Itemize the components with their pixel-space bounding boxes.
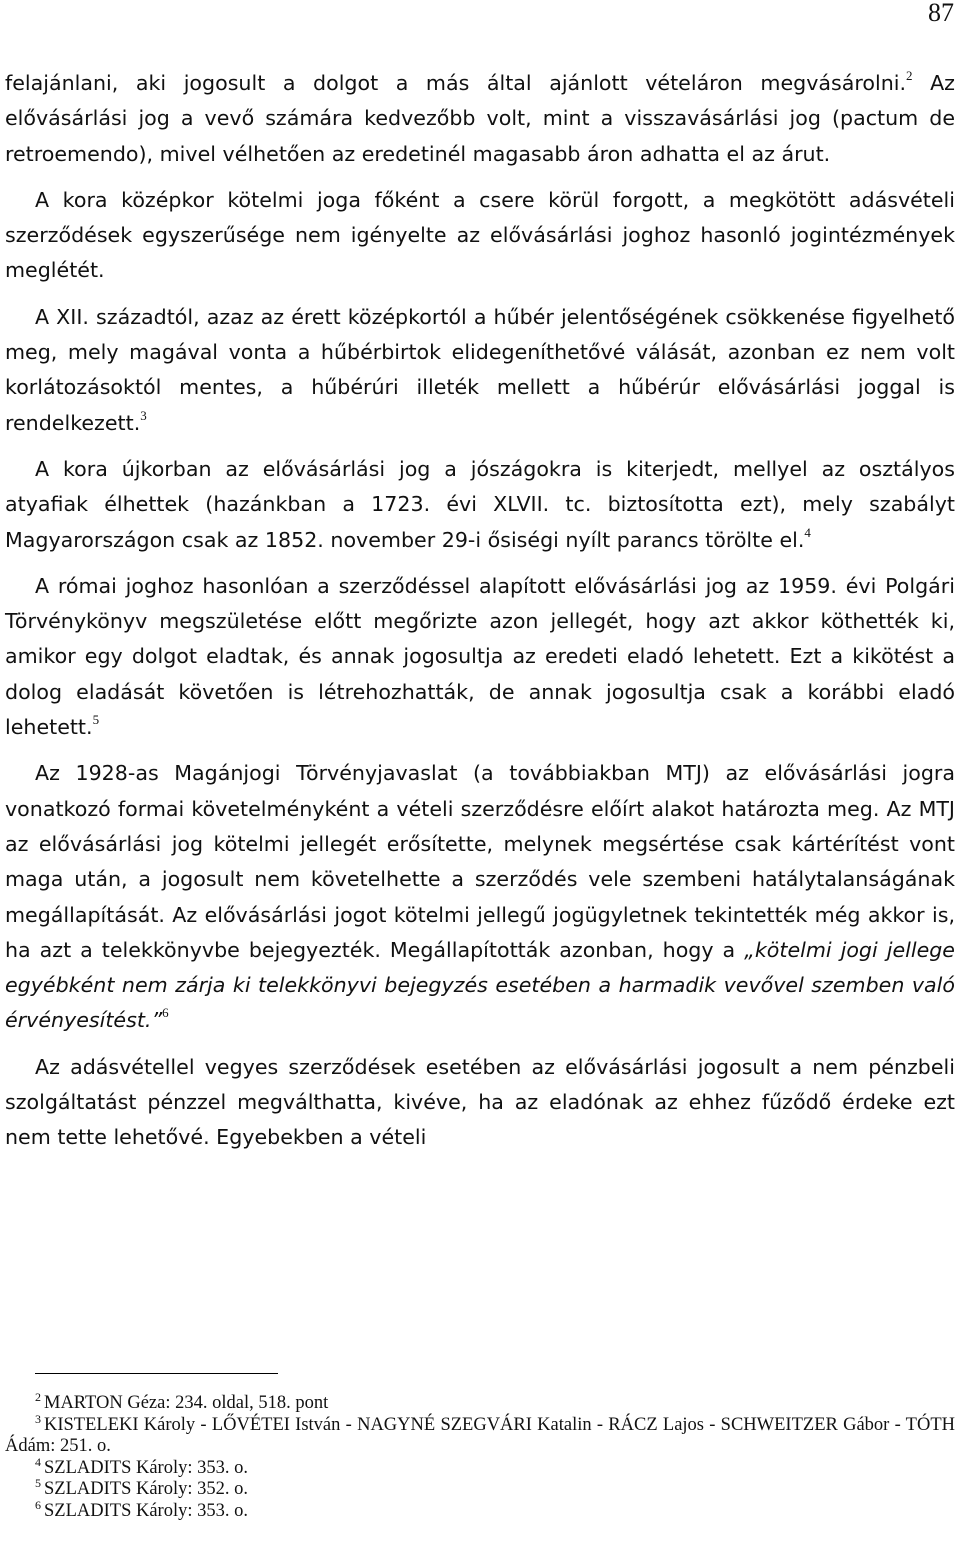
footnote-4: [5, 1454, 955, 1480]
paragraph-4: [5, 452, 955, 558]
paragraph-text: A kora középkor kötelmi joga főként a csere körül forgott, a megkötött adásvételi szerződések egyszerűsége nem igényelte az elővásárlási joghoz hasonló jogintézmények meglétét.: [5, 187, 955, 283]
footnote-6: [5, 1497, 955, 1523]
footnotes: [5, 1390, 955, 1522]
footnote-ref-3[interactable]: 3: [140, 407, 147, 423]
footnote-5: [5, 1476, 955, 1501]
footnote-ref-6[interactable]: 6: [162, 1005, 169, 1021]
footnote-3: [5, 1411, 955, 1458]
footnote-text: SZLADITS Károly: 353. o.: [44, 1500, 248, 1521]
footnote-number: 2: [35, 1390, 41, 1404]
footnote-ref-4[interactable]: 4: [804, 524, 811, 540]
footnote-ref-5[interactable]: 5: [92, 712, 100, 728]
body-text: [5, 66, 955, 1156]
paragraph-text: A XII. századtól, azaz az érett középkortól a hűbér jelentőségének csökkenése figyelhető meg, mely magával vonta a hűbérbirtok elidegeníthetővé válását, azonban ez nem volt korlátozásoktól mentes, a hűbérúri illeték mellett a hűbérúr elővásárlási joggal is rendelkezett.: [5, 304, 955, 435]
footnote-text: MARTON Géza: 234. oldal, 518. pont: [44, 1393, 329, 1413]
paragraph-6: [5, 756, 955, 1038]
footnote-text: SZLADITS Károly: 352. o.: [44, 1479, 248, 1499]
footnote-text: KISTELEKI Károly - LŐVÉTEI István - NAGYNÉ SZEGVÁRI Katalin - RÁCZ Lajos - SCHWEITZER Gábor - TÓTH Ádám: 251. o.: [5, 1414, 955, 1456]
footnote-ref-2[interactable]: 2: [906, 68, 913, 83]
paragraph-text: Az 1928-as Magánjogi Törvényjavaslat (a továbbiakban MTJ) az elővásárlási jogra vonatkozó formai követelményként a vételi szerződésre előírt alakot határozta meg. Az MTJ az elővásárlási jog kötelmi jellegét erősítette, melynek megsértése csak kártérítést vont maga után, a jogosult nem követelhette a szerződés vele szembeni hatálytalanságának megállapítását. Az elővásárlási jogot kötelmi jellegű jogügyletnek tekintették még akkor is, ha azt a telekkönyvbe bejegyezték. Megállapították azonban, hogy a: [5, 761, 955, 962]
paragraph-2: [5, 183, 955, 289]
quoted-text: „kötelmi jogi jellege egyébként nem zárja ki telekkönyvi bejegyzés esetében a harmadik vevővel szemben való érvényesítést.”: [5, 937, 955, 1033]
footnote-text: SZLADITS Károly: 353. o.: [44, 1457, 248, 1478]
footnote-number: 6: [35, 1497, 41, 1512]
footnote-number: 5: [35, 1476, 41, 1490]
paragraph-text: felajánlani, aki jogosult a dolgot a más által ajánlott vételáron megvásárolni.: [5, 71, 907, 95]
footnote-2: [5, 1390, 955, 1415]
paragraph-text: Az adásvétellel vegyes szerződések esetében az elővásárlási jogosult a nem pénzbeli szolgáltatást pénzzel megválthatta, kivéve, ha az eladónak az ehhez fűződő érdeke ezt nem tette lehetővé. Egyebekben a vételi: [5, 1054, 955, 1150]
paragraph-5: [5, 569, 955, 745]
footnote-number: 4: [35, 1454, 41, 1469]
footnote-number: 3: [35, 1411, 41, 1426]
paragraph-text: A kora újkorban az elővásárlási jog a jószágokra is kiterjedt, mellyel az osztályos atyafiak élhettek (hazánkban a 1723. évi XLVII. tc. biztosította ezt), mely szabályt Magyarországon csak az 1852. november 29-i ősiségi nyílt parancs törölte el.: [5, 456, 955, 552]
paragraph-1: [5, 66, 955, 172]
paragraph-text: A római joghoz hasonlóan a szerződéssel alapított elővásárlási jog az 1959. évi Polgári Törvénykönyv megszületése előtt megőrizte azon jellegét, hogy azt akkor köthették ki, amikor egy dolgot eladtak, és annak jogosultja az eredeti eladó lehetett. Ezt a kikötést a dolog eladását követően is létrehozhatták, de annak jogosultja csak a korábbi eladó lehetett.: [5, 573, 955, 740]
paragraph-7: [5, 1050, 955, 1156]
page-number: 87: [928, 0, 954, 27]
paragraph-text-continued: Az elővásárlási jog a vevő számára kedvezőbb volt, mint a visszavásárlási jog (pactum de retroemendo), mivel vélhetően az eredetinél magasabb áron adhatta el az árut.: [5, 71, 955, 166]
paragraph-3: [5, 300, 955, 441]
footnote-divider: [35, 1373, 278, 1374]
